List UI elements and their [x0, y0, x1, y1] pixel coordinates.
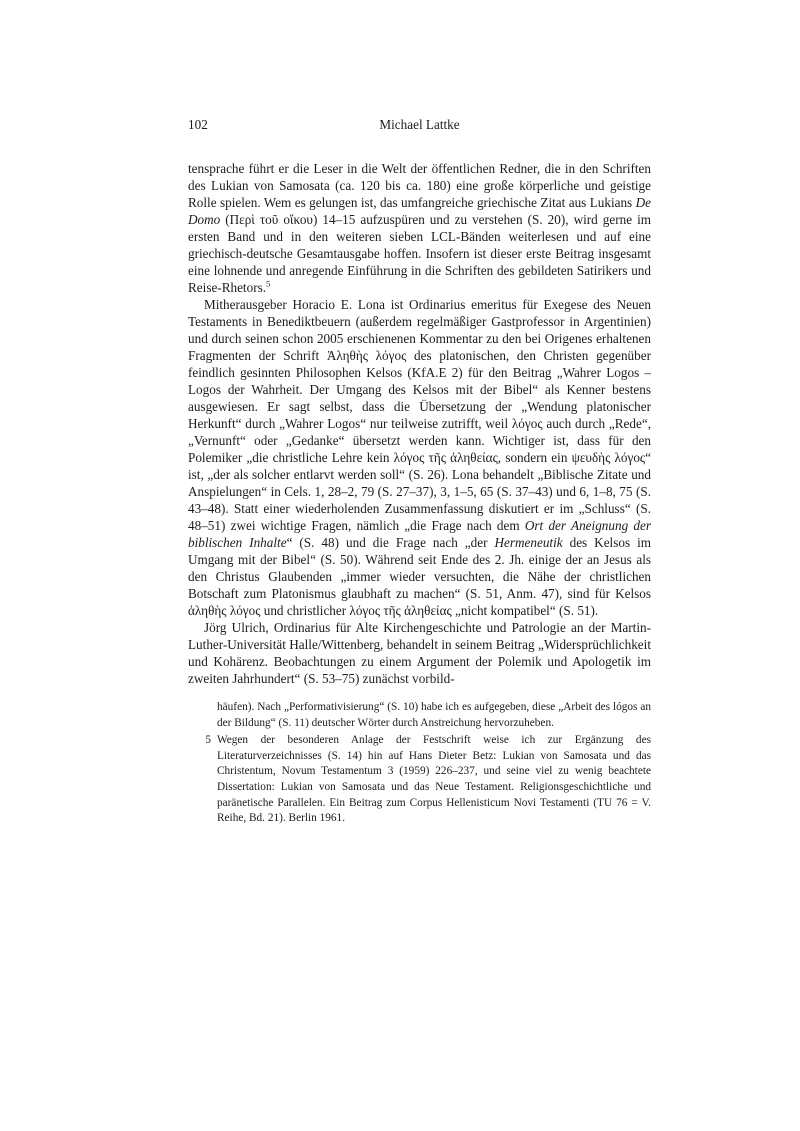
body-paragraph	[188, 160, 651, 296]
body-paragraph	[188, 296, 651, 619]
footnote-item	[202, 733, 651, 827]
page-header	[188, 116, 651, 133]
running-head: Michael Lattke	[379, 117, 460, 132]
footnote-marker: 5	[266, 278, 271, 289]
text-run: des Kelsos im Umgang mit der Bibel“ (S. 50). Während seit Ende des 2. Jh. einige der an Jesus als den Christus Glaubenden „immer wieder versuchten, die Nähe der christlichen Botschaft zum Platonismus glaubhaft zu machen“ (S. 51, Anm. 47), sind für Kelsos ἀληθὴς λόγος und christlicher λόγος τῆς ἀληθείας „nicht kompatibel“ (S. 51).	[188, 535, 651, 618]
text-block	[188, 116, 651, 827]
footnote-text: Wegen der besonderen Anlage der Festschrift weise ich zur Ergänzung des Literaturverzeichnisses (S. 14) hin auf Hans Dieter Betz: Lukian von Samosata und das Christentum, Novum Testamentum 3 (1959) 226–237, und seine viel zu wenig beachtete Dissertation: Lukian von Samosata und das Neue Testament. Religionsgeschichtliche und paränetische Parallelen. Ein Beitrag zum Corpus Hellenisticum Novi Testamenti (TU 76 = V. Reihe, Bd. 21). Berlin 1961.	[217, 734, 651, 825]
footnotes-section	[202, 700, 651, 827]
text-run: Jörg Ulrich, Ordinarius für Alte Kirchengeschichte und Patrologie an der Martin-Luther-Universität Halle/Wittenberg, behandelt in seinem Beitrag „Widersprüchlichkeit und Kohärenz. Beobachtungen zu einem Argument der Polemik und Apologetik im zweiten Jahrhundert“ (S. 53–75) zunächst vorbild-	[188, 620, 651, 686]
footnote-continuation: häufen). Nach „Performativisierung“ (S. 10) habe ich es aufgegeben, diese „Arbeit des lógos an der Bildung“ (S. 11) deutscher Wörter durch Anstreichung hervorzuheben.	[217, 701, 651, 729]
body-text	[188, 160, 651, 687]
text-run: tensprache führt er die Leser in die Welt der öffentlichen Redner, die in den Schriften des Lukian von Samosata (ca. 120 bis ca. 180) eine große körperliche und geistige Rolle spielen. Wem es gelungen ist, das umfangreiche griechische Zitat aus Lukians	[188, 161, 651, 210]
text-run: Mitherausgeber Horacio E. Lona ist Ordinarius emeritus für Exegese des Neuen Testaments in Benediktbeuern (außerdem regelmäßiger Gastprofessor in Argentinien) und durch seinen schon 2005 erschienenen Kommentar zu den bei Origenes erhaltenen Fragmenten der Schrift Ἀληθὴς λόγος des platonischen, den Christen gegenüber feindlich gesinnten Philosophen Kelsos (KfA.E 2) für den Beitrag „Wahrer Logos – Logos der Wahrheit. Der Umgang des Kelsos mit der Bibel“ als Kenner bestens ausgewiesen. Er sagt selbst, dass die Übersetzung der „Wendung platonischer Herkunft“ durch „Wahrer Logos“ nur teilweise zutrifft, weil λόγος auch durch „Rede“, „Vernunft“ oder „Gedanke“ übersetzt werden kann. Wichtiger ist, dass für den Polemiker „die christliche Lehre kein λόγος τῆς ἀληθείας, sondern ein ψευδὴς λόγος“ ist, „der als solcher entlarvt werden soll“ (S. 26). Lona behandelt „Biblische Zitate und Anspielungen“ in Cels. 1, 28–2, 79 (S. 27–37), 3, 1–5, 65 (S. 37–43) und 6, 1–8, 75 (S. 43–48). Statt einer wiederholenden Zusammenfassung diskutiert er im „Schluss“ (S. 48–51) zwei wichtige Fragen, nämlich „die Frage nach dem	[188, 297, 651, 533]
text-run: (Περὶ τοῦ οἴκου) 14–15 aufzuspüren und zu verstehen (S. 20), wird gerne im ersten Band und in den weiteren sieben LCL-Bänden weiterlesen und auf eine griechisch-deutsche Gesamtausgabe hoffen. Insofern ist dieser erste Beitrag insgesamt eine lohnende und anregende Einführung in die Schriften des gebildeten Satirikers und Reise-Rhetors.	[188, 212, 651, 295]
page-number: 102	[188, 117, 208, 132]
footnote-number: 5	[205, 734, 211, 747]
text-run: “ (S. 48) und die Frage nach „der	[286, 535, 495, 550]
italic-run: Hermeneutik	[494, 535, 563, 550]
body-paragraph	[188, 619, 651, 687]
italic-run: De Domo	[188, 195, 651, 227]
italic-run: Ort der Aneignung der biblischen Inhalte	[188, 518, 651, 550]
